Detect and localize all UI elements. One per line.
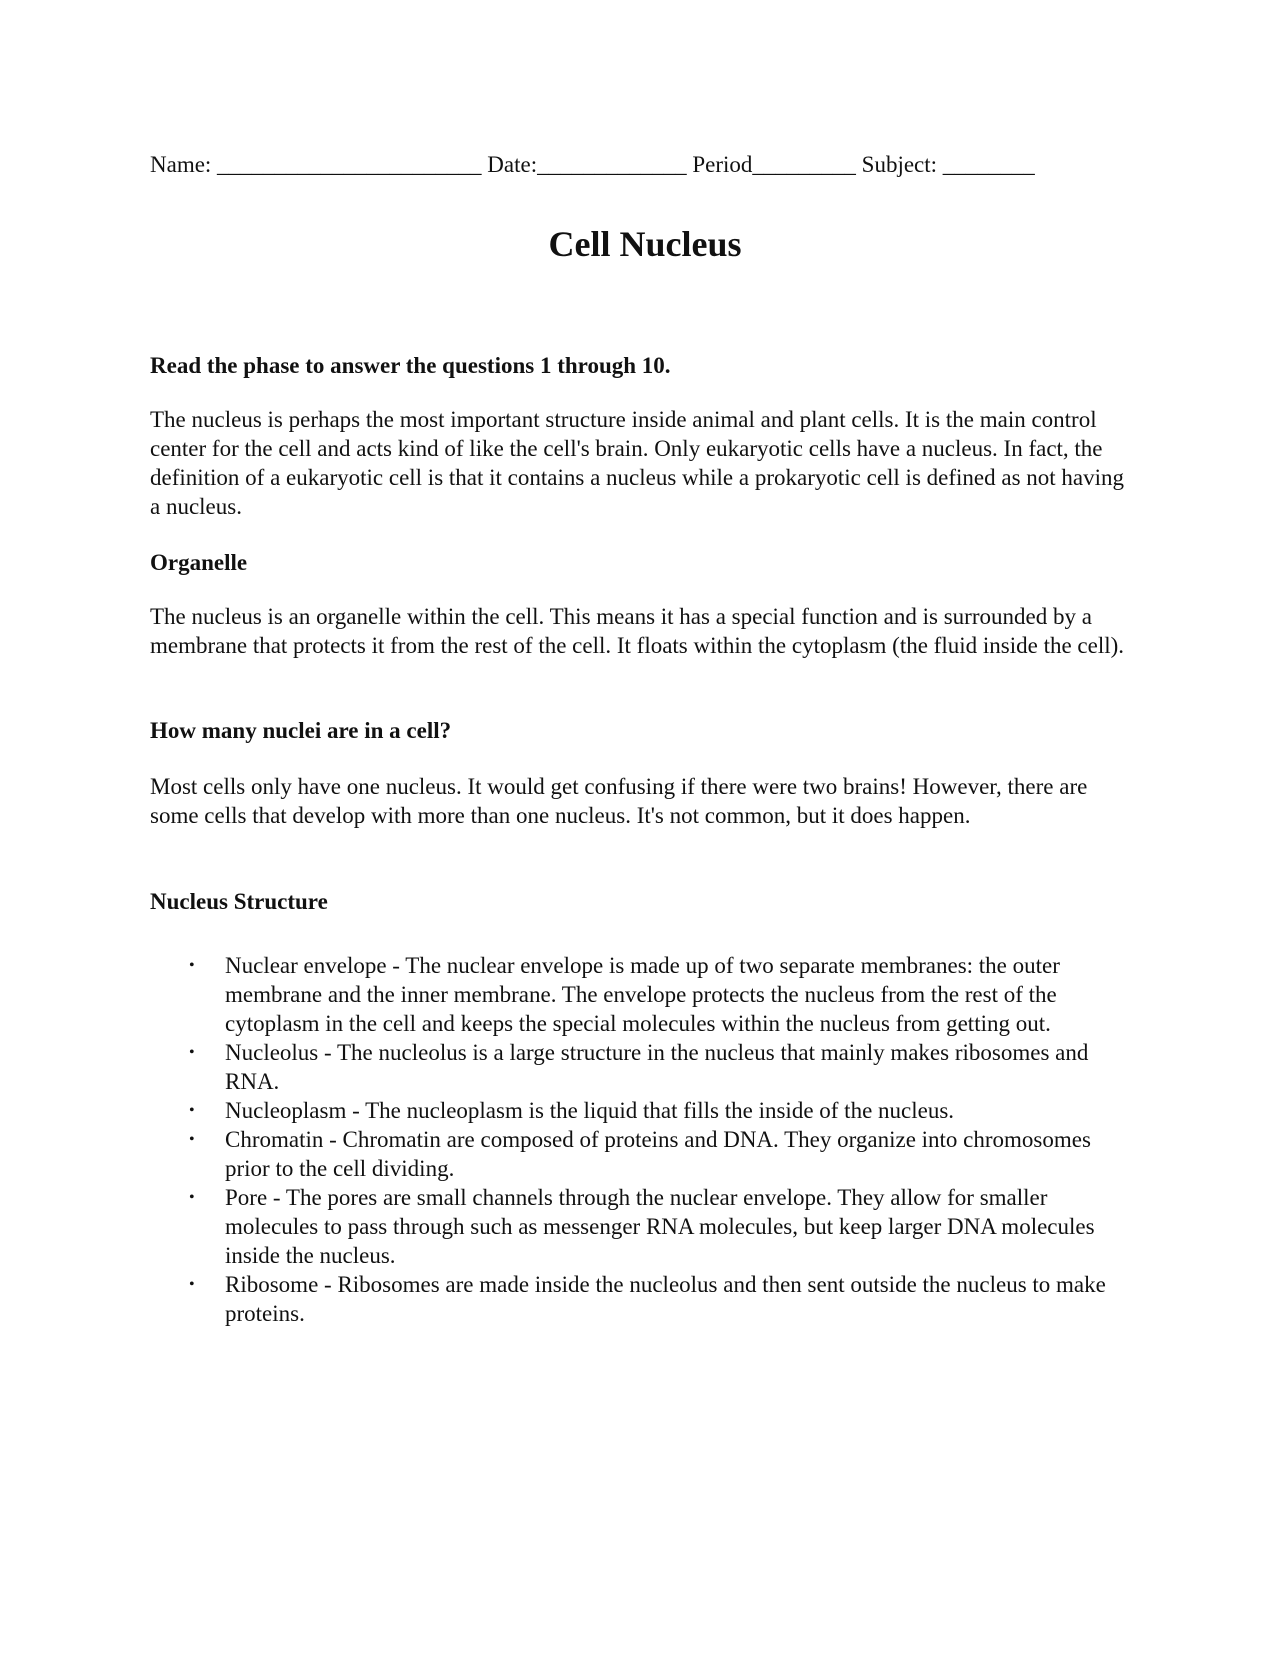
list-item-text: Nucleolus - The nucleolus is a large structure in the nucleus that mainly makes ribosomes and RNA.	[225, 1040, 1089, 1094]
nucleus-structure-list	[150, 951, 1140, 1328]
section-heading-nucleus-structure: Nucleus Structure	[150, 889, 328, 914]
bullet-icon: •	[189, 1276, 195, 1293]
list-item-text: Nucleoplasm - The nucleoplasm is the liquid that fills the inside of the nucleus.	[225, 1098, 955, 1123]
list-item	[150, 1096, 1130, 1125]
section-text-how-many-nuclei: Most cells only have one nucleus. It would get confusing if there were two brains! However, there are some cells that develop with more than one nucleus. It's not common, but it does happen.	[150, 774, 1088, 828]
list-item-text: Pore - The pores are small channels through the nuclear envelope. They allow for smaller molecules to pass through such as messenger RNA molecules, but keep larger DNA molecules inside the nucleus.	[225, 1185, 1095, 1268]
bullet-icon: •	[189, 1102, 195, 1119]
intro-paragraph: The nucleus is perhaps the most important structure inside animal and plant cells. It is the main control center for the cell and acts kind of like the cell's brain. Only eukaryotic cells have a nucleus. In fact, the definition of a eukaryotic cell is that it contains a nucleus while a prokaryotic cell is defined as not having a nucleus.	[150, 407, 1125, 519]
list-item-text: Nuclear envelope - The nuclear envelope is made up of two separate membranes: the outer membrane and the inner membrane. The envelope protects the nucleus from the rest of the cytoplasm in the cell and keeps the special molecules within the nucleus from getting out.	[225, 953, 1060, 1036]
student-info-line: Name: _______________________ Date:_____________ Period_________ Subject: ________	[150, 152, 1035, 177]
section-heading-how-many-nuclei: How many nuclei are in a cell?	[150, 718, 452, 743]
section-text-organelle: The nucleus is an organelle within the cell. This means it has a special function and is surrounded by a membrane that protects it from the rest of the cell. It floats within the cytoplasm (the fluid inside the cell).	[150, 604, 1125, 658]
instruction-heading: Read the phase to answer the questions 1 through 10.	[150, 353, 671, 378]
page-title: Cell Nucleus	[548, 224, 742, 264]
list-item-text: Ribosome - Ribosomes are made inside the nucleolus and then sent outside the nucleus to make proteins.	[225, 1272, 1106, 1326]
list-item	[150, 1183, 1130, 1270]
list-item	[150, 1125, 1130, 1183]
list-item	[150, 951, 1130, 1038]
bullet-icon: •	[189, 1044, 195, 1061]
bullet-icon: •	[189, 1189, 195, 1206]
list-item-text: Chromatin - Chromatin are composed of proteins and DNA. They organize into chromosomes prior to the cell dividing.	[225, 1127, 1091, 1181]
list-item	[150, 1038, 1130, 1096]
section-heading-organelle: Organelle	[150, 550, 248, 575]
bullet-icon: •	[189, 1131, 195, 1148]
list-item	[150, 1270, 1130, 1328]
bullet-icon: •	[189, 957, 195, 974]
